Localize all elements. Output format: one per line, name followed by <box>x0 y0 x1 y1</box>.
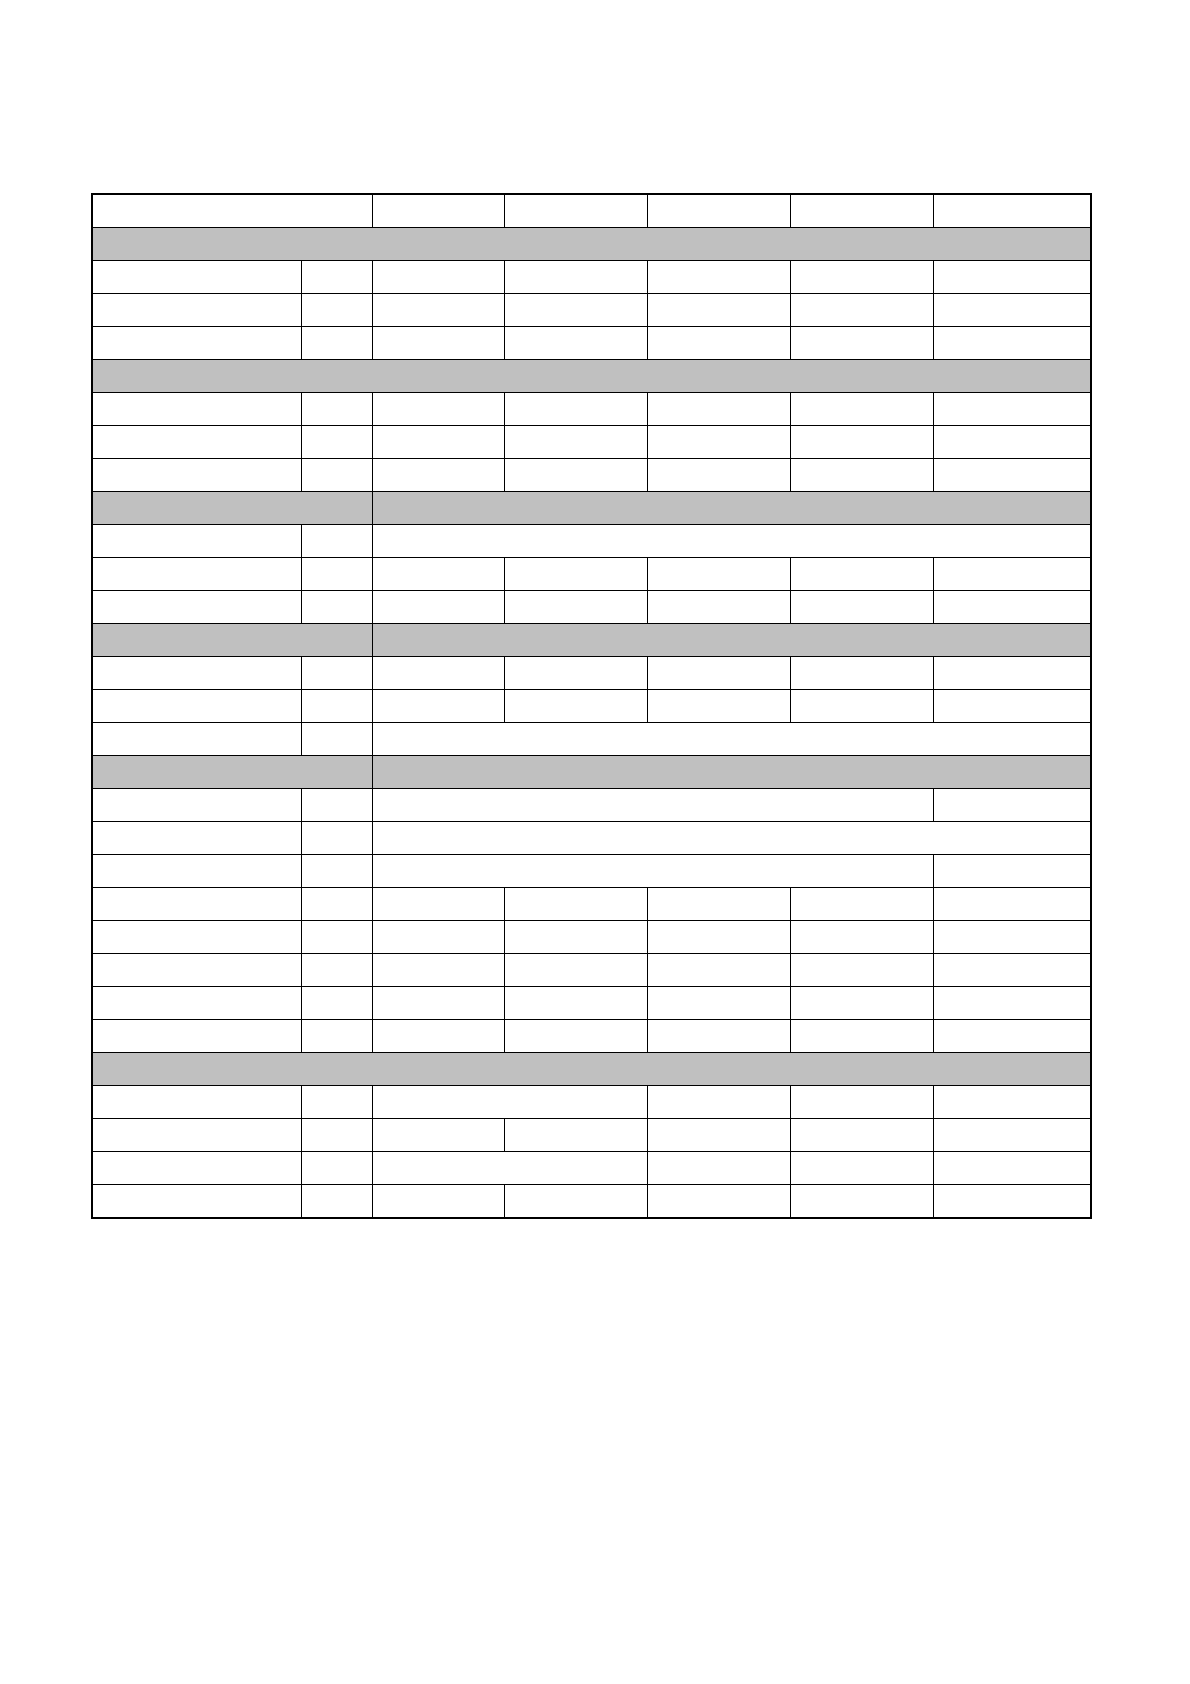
value-cell <box>934 690 1091 723</box>
subsection-label-cell <box>92 492 372 525</box>
subsection-span-cell <box>372 756 1091 789</box>
value-cell <box>504 591 647 624</box>
value-cell <box>791 888 934 921</box>
value-cell <box>648 1086 791 1119</box>
label-cell <box>92 261 301 294</box>
value-cell <box>504 459 647 492</box>
header-cell <box>648 194 791 228</box>
value-cell <box>934 591 1091 624</box>
subsection-span-cell <box>372 624 1091 657</box>
value-cell <box>372 921 504 954</box>
value-cell <box>791 921 934 954</box>
merged-value-cell <box>372 855 934 888</box>
label-cell <box>92 1152 301 1185</box>
table-row <box>92 657 1091 690</box>
table-row <box>92 855 1091 888</box>
value-cell <box>791 261 934 294</box>
value-cell <box>504 261 647 294</box>
value-cell <box>648 591 791 624</box>
table-row <box>92 426 1091 459</box>
label-cell <box>92 426 301 459</box>
value-cell <box>372 393 504 426</box>
value-cell <box>791 690 934 723</box>
value-cell <box>504 954 647 987</box>
label-cell <box>92 327 301 360</box>
value-cell <box>504 393 647 426</box>
label-cell <box>92 987 301 1020</box>
value-cell <box>934 459 1091 492</box>
section-band-cell <box>92 360 1091 393</box>
value-cell <box>934 1185 1091 1219</box>
value-cell <box>934 393 1091 426</box>
label-cell <box>92 921 301 954</box>
value-cell <box>372 426 504 459</box>
value-cell <box>372 1119 504 1152</box>
subsection-span-cell <box>372 492 1091 525</box>
value-cell <box>934 954 1091 987</box>
value-cell <box>934 855 1091 888</box>
value-cell <box>372 558 504 591</box>
value-cell <box>791 393 934 426</box>
label-cell <box>92 591 301 624</box>
value-cell <box>791 657 934 690</box>
unit-cell <box>301 1086 372 1119</box>
value-cell <box>791 327 934 360</box>
section-band-row <box>92 1053 1091 1086</box>
label-cell <box>92 393 301 426</box>
value-cell <box>791 591 934 624</box>
value-cell <box>504 921 647 954</box>
value-cell <box>372 261 504 294</box>
unit-cell <box>301 723 372 756</box>
unit-cell <box>301 690 372 723</box>
label-cell <box>92 954 301 987</box>
value-cell <box>372 888 504 921</box>
value-cell <box>648 954 791 987</box>
value-cell <box>504 987 647 1020</box>
value-cell <box>648 1152 791 1185</box>
table-row <box>92 1152 1091 1185</box>
value-cell <box>791 1152 934 1185</box>
table-row <box>92 1086 1091 1119</box>
unit-cell <box>301 294 372 327</box>
merged-value-cell <box>372 1086 647 1119</box>
label-cell <box>92 789 301 822</box>
label-cell <box>92 1020 301 1053</box>
value-cell <box>648 261 791 294</box>
value-cell <box>648 921 791 954</box>
value-cell <box>372 459 504 492</box>
value-cell <box>372 987 504 1020</box>
value-cell <box>372 657 504 690</box>
header-cell <box>791 194 934 228</box>
value-cell <box>791 558 934 591</box>
merged-value-cell <box>372 789 934 822</box>
label-cell <box>92 558 301 591</box>
value-cell <box>648 327 791 360</box>
value-cell <box>504 657 647 690</box>
label-cell <box>92 525 301 558</box>
table-row <box>92 459 1091 492</box>
value-cell <box>504 1119 647 1152</box>
header-cell <box>504 194 647 228</box>
table-row <box>92 294 1091 327</box>
value-cell <box>372 327 504 360</box>
unit-cell <box>301 327 372 360</box>
table-row <box>92 954 1091 987</box>
table-row <box>92 1119 1091 1152</box>
label-cell <box>92 888 301 921</box>
label-cell <box>92 723 301 756</box>
table-row <box>92 591 1091 624</box>
section-band-cell <box>92 228 1091 261</box>
unit-cell <box>301 921 372 954</box>
value-cell <box>372 690 504 723</box>
unit-cell <box>301 459 372 492</box>
label-cell <box>92 459 301 492</box>
unit-cell <box>301 855 372 888</box>
label-cell <box>92 690 301 723</box>
subsection-label-cell <box>92 624 372 657</box>
section-band-cell <box>92 1053 1091 1086</box>
value-cell <box>504 1185 647 1219</box>
unit-cell <box>301 657 372 690</box>
value-cell <box>934 1086 1091 1119</box>
table-row <box>92 261 1091 294</box>
value-cell <box>791 294 934 327</box>
value-cell <box>648 459 791 492</box>
value-cell <box>648 558 791 591</box>
value-cell <box>791 426 934 459</box>
label-cell <box>92 855 301 888</box>
value-cell <box>934 294 1091 327</box>
value-cell <box>934 921 1091 954</box>
label-cell <box>92 294 301 327</box>
value-cell <box>934 1152 1091 1185</box>
value-cell <box>648 393 791 426</box>
value-cell <box>934 426 1091 459</box>
value-cell <box>648 690 791 723</box>
value-cell <box>648 1020 791 1053</box>
label-cell <box>92 1086 301 1119</box>
value-cell <box>791 1020 934 1053</box>
unit-cell <box>301 789 372 822</box>
spreadsheet-table <box>91 193 1092 1219</box>
value-cell <box>372 1185 504 1219</box>
value-cell <box>648 426 791 459</box>
header-cell <box>92 194 372 228</box>
table-row <box>92 921 1091 954</box>
value-cell <box>648 987 791 1020</box>
table-row <box>92 393 1091 426</box>
value-cell <box>648 294 791 327</box>
unit-cell <box>301 888 372 921</box>
subsection-header-row <box>92 756 1091 789</box>
value-cell <box>648 1119 791 1152</box>
table-row <box>92 888 1091 921</box>
value-cell <box>934 327 1091 360</box>
table-row <box>92 690 1091 723</box>
header-row <box>92 194 1091 228</box>
table-row <box>92 525 1091 558</box>
header-cell <box>934 194 1091 228</box>
value-cell <box>934 1119 1091 1152</box>
unit-cell <box>301 525 372 558</box>
label-cell <box>92 1119 301 1152</box>
merged-value-cell <box>372 822 1091 855</box>
merged-value-cell <box>372 723 1091 756</box>
value-cell <box>934 1020 1091 1053</box>
value-cell <box>372 954 504 987</box>
value-cell <box>934 987 1091 1020</box>
merged-value-cell <box>372 525 1091 558</box>
value-cell <box>504 327 647 360</box>
table-row <box>92 723 1091 756</box>
table-row <box>92 327 1091 360</box>
value-cell <box>504 690 647 723</box>
value-cell <box>791 1185 934 1219</box>
table-row <box>92 987 1091 1020</box>
table-row <box>92 1185 1091 1219</box>
unit-cell <box>301 822 372 855</box>
unit-cell <box>301 954 372 987</box>
value-cell <box>504 1020 647 1053</box>
unit-cell <box>301 1152 372 1185</box>
value-cell <box>504 888 647 921</box>
value-cell <box>372 1020 504 1053</box>
section-band-row <box>92 228 1091 261</box>
table-row <box>92 789 1091 822</box>
value-cell <box>504 558 647 591</box>
label-cell <box>92 822 301 855</box>
value-cell <box>934 261 1091 294</box>
value-cell <box>372 294 504 327</box>
value-cell <box>648 888 791 921</box>
value-cell <box>504 426 647 459</box>
unit-cell <box>301 1119 372 1152</box>
unit-cell <box>301 987 372 1020</box>
label-cell <box>92 1185 301 1219</box>
unit-cell <box>301 261 372 294</box>
value-cell <box>372 591 504 624</box>
value-cell <box>504 294 647 327</box>
header-cell <box>372 194 504 228</box>
table-row <box>92 1020 1091 1053</box>
value-cell <box>791 1086 934 1119</box>
value-cell <box>791 459 934 492</box>
subsection-label-cell <box>92 756 372 789</box>
value-cell <box>791 1119 934 1152</box>
unit-cell <box>301 591 372 624</box>
value-cell <box>648 1185 791 1219</box>
value-cell <box>934 789 1091 822</box>
subsection-header-row <box>92 492 1091 525</box>
unit-cell <box>301 1020 372 1053</box>
merged-value-cell <box>372 1152 647 1185</box>
unit-cell <box>301 426 372 459</box>
value-cell <box>648 657 791 690</box>
table-row <box>92 558 1091 591</box>
value-cell <box>934 657 1091 690</box>
value-cell <box>791 954 934 987</box>
section-band-row <box>92 360 1091 393</box>
subsection-header-row <box>92 624 1091 657</box>
value-cell <box>934 888 1091 921</box>
label-cell <box>92 657 301 690</box>
table-row <box>92 822 1091 855</box>
unit-cell <box>301 393 372 426</box>
value-cell <box>934 558 1091 591</box>
value-cell <box>791 987 934 1020</box>
unit-cell <box>301 1185 372 1219</box>
unit-cell <box>301 558 372 591</box>
